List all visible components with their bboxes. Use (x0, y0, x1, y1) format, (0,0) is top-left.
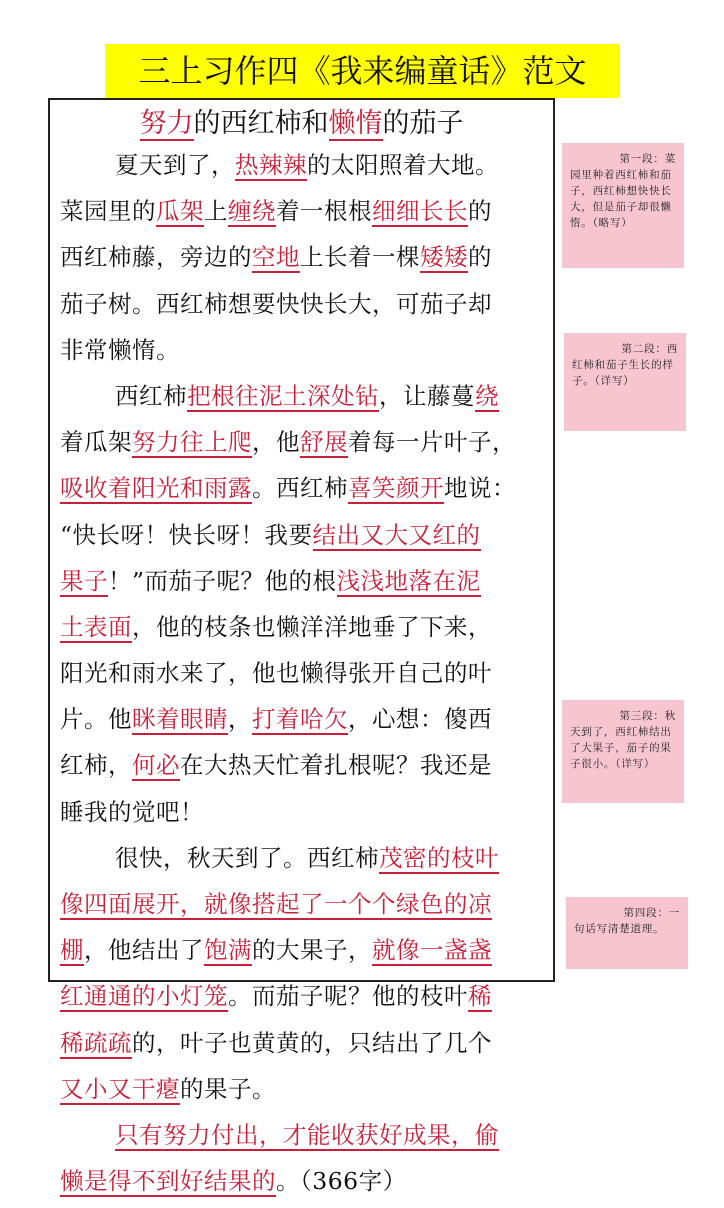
essay-line (60, 1116, 548, 1162)
text-segment: “快长呀！快长呀！我要 (60, 520, 313, 549)
highlight-phrase: 努力往上爬 (132, 428, 252, 457)
text-segment: 阳光和雨水来了，他也懒得张开自己的叶 (60, 659, 492, 688)
note-lead: 第三段：秋 (619, 710, 676, 722)
essay-box (48, 98, 555, 1196)
text-segment: 。西红柿 (252, 474, 348, 503)
highlight-phrase: 绕 (475, 381, 499, 410)
word-count: 。（366字） (276, 1167, 407, 1196)
highlight-phrase: 像四面展开，就像搭起了一个个绿色的凉 (60, 890, 492, 918)
text-segment: 的大果子， (252, 936, 372, 965)
note-text: 句话写清楚道理。 (574, 923, 665, 935)
text-segment: 着瓜架 (60, 428, 132, 457)
highlight-phrase: 空地 (252, 243, 300, 272)
highlight-phrase: 土表面 (60, 612, 132, 641)
text-segment: 地说： (444, 474, 516, 503)
text-segment: 上长着一棵 (300, 243, 420, 272)
highlight-phrase: 把根往泥土深处钻 (187, 381, 379, 410)
essay-line (60, 977, 548, 1023)
text-segment: 的果子。 (180, 1074, 276, 1103)
text-segment: ，他结出了 (84, 936, 204, 965)
text-segment: 上 (204, 197, 228, 226)
text-segment: 着一根根 (276, 197, 372, 226)
highlight-phrase: 矮矮 (420, 243, 468, 272)
page-title: 三上习作四《我来编童话》范文 (105, 44, 620, 98)
essay-line (60, 562, 548, 608)
note-lead: 第一段：菜 (619, 153, 676, 165)
paragraph-note-4 (566, 897, 688, 969)
essay-line (60, 192, 548, 238)
note-text: 红柿和茄子生长的样子。（详写） (572, 359, 674, 387)
note-text: 天到了，西红柿结出了大果子，茄子的果子很小。（详写） (570, 726, 672, 770)
essay-line (60, 839, 548, 885)
essay-line (60, 793, 548, 839)
essay-line (60, 331, 548, 377)
text-segment: 非常懒惰。 (60, 335, 180, 364)
paragraph-note-2 (564, 333, 686, 431)
essay-line (60, 746, 548, 792)
paragraph-note-3 (562, 700, 684, 803)
highlight-phrase: 缠绕 (228, 197, 276, 226)
highlight-phrase: 稀疏疏 (60, 1028, 132, 1057)
highlight-phrase: 眯着眼睛 (132, 705, 228, 734)
text-segment: 西红柿 (115, 381, 187, 410)
highlight-phrase: 红通通的小灯笼 (60, 982, 228, 1011)
text-segment: 很快，秋天到了。西红柿 (115, 843, 379, 872)
highlight-phrase: 饱满 (204, 936, 252, 965)
text-segment: ，他 (252, 428, 300, 457)
text-segment: ！”而茄子呢？他的根 (108, 566, 337, 595)
essay-line (60, 1070, 548, 1116)
essay-line (60, 654, 548, 700)
text-segment: 。而茄子呢？他的枝叶 (228, 982, 468, 1011)
highlight-phrase: 结出又大又红的 (312, 520, 481, 549)
essay-line (60, 1162, 548, 1208)
essay-title-part: 的茄子 (382, 108, 464, 139)
essay-title (50, 106, 553, 142)
highlight-phrase: 何必 (132, 751, 180, 780)
essay-line (60, 931, 548, 977)
highlight-phrase: 吸收着阳光和雨露 (60, 474, 252, 503)
text-segment: 的 (468, 243, 492, 272)
essay-line (60, 885, 548, 931)
essay-title-part: 的西红柿和 (193, 108, 329, 139)
essay-line (60, 285, 548, 331)
highlight-phrase: 热辣辣 (235, 151, 307, 179)
highlight-phrase: 舒展 (300, 428, 348, 457)
note-lead: 第二段：西 (621, 343, 678, 355)
essay-body (60, 146, 548, 1208)
text-segment: ，心想：傻西 (348, 705, 492, 734)
text-segment: 茄子树。西红柿想要快快长大，可茄子却 (60, 289, 492, 318)
highlight-phrase: 茂密的枝叶 (379, 843, 499, 872)
essay-line (60, 516, 548, 562)
highlight-phrase: 细细长长 (372, 197, 468, 226)
note-text: 园里种着西红柿和茄子，西红柿想快快长大，但是茄子却很懒惰。（略写） (570, 169, 672, 229)
note-lead: 第四段：一 (623, 907, 680, 919)
text-segment: 夏天到了， (115, 151, 235, 179)
highlight-phrase: 浅浅地落在泥 (336, 566, 481, 595)
highlight-phrase: 又小又干瘪 (60, 1074, 180, 1103)
highlight-phrase: 瓜架 (156, 197, 204, 226)
essay-line (60, 1024, 548, 1070)
text-segment: ， (228, 705, 252, 734)
text-segment: 着每一片叶子， (348, 428, 516, 457)
highlight-phrase: 棚 (60, 936, 84, 965)
text-segment: 片。他 (60, 705, 132, 734)
highlight-phrase: 打着哈欠 (252, 705, 348, 734)
text-segment: 在大热天忙着扎根呢？我还是 (180, 751, 492, 780)
text-segment: 红柿， (60, 751, 132, 780)
essay-line (60, 608, 548, 654)
highlight-phrase: 喜笑颜开 (348, 474, 444, 503)
essay-line (60, 423, 548, 469)
essay-line (60, 377, 548, 423)
essay-title-part: 努力 (139, 108, 194, 139)
essay-title-part: 懒惰 (328, 108, 383, 139)
essay-line (60, 238, 548, 284)
highlight-phrase: 果子 (60, 566, 108, 595)
text-segment: 的 (468, 197, 492, 226)
text-segment: 西红柿藤，旁边的 (60, 243, 252, 272)
text-segment: ，他的枝条也懒洋洋地垂了下来， (132, 612, 492, 641)
essay-line (60, 146, 548, 192)
text-segment: 睡我的觉吧！ (60, 797, 204, 826)
essay-line (60, 469, 548, 515)
highlight-phrase: 懒是得不到好结果的 (60, 1167, 276, 1196)
paragraph-note-1 (562, 143, 684, 268)
highlight-phrase: 就像一盏盏 (372, 936, 492, 965)
text-segment: 的，叶子也黄黄的，只结出了几个 (132, 1028, 492, 1057)
essay-line (60, 700, 548, 746)
highlight-phrase: 只有努力付出，才能收获好成果，偷 (115, 1120, 499, 1149)
text-segment: 的太阳照着大地。 (307, 151, 499, 179)
text-segment: 菜园里的 (60, 197, 156, 226)
highlight-phrase: 稀 (468, 982, 492, 1011)
text-segment: ，让藤蔓 (379, 381, 475, 410)
